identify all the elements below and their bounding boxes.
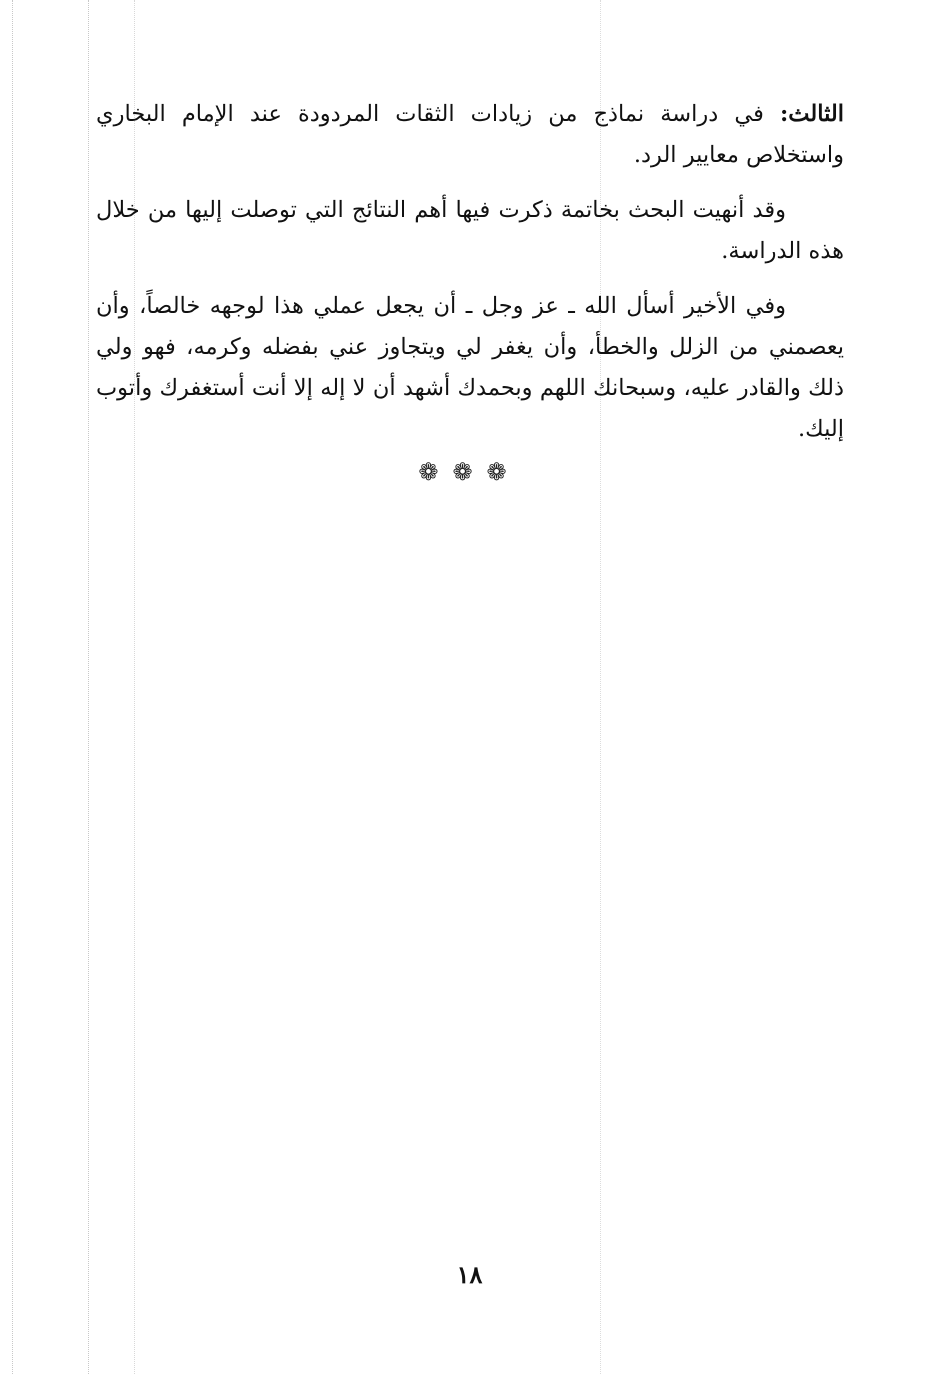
paragraph-conclusion	[96, 190, 844, 272]
paragraph-text: وقد أنهيت البحث بخاتمة ذكرت فيها أهم النتائج التي توصلت إليها من خلال هذه الدراسة.	[96, 197, 844, 264]
paragraph-lead-heading: الثالث:	[779, 101, 844, 127]
scan-artifact-line	[88, 0, 89, 1374]
scan-artifact-line	[12, 0, 13, 1374]
section-ornament-divider: ❁❁❁	[418, 458, 521, 486]
paragraph-text: في دراسة نماذج من زيادات الثقات المردودة عند الإمام البخاري واستخلاص معايير الرد.	[96, 101, 844, 168]
paragraph-text: وفي الأخير أسأل الله ـ عز وجل ـ أن يجعل عملي هذا لوجهه خالصاً، وأن يعصمني من الزلل والخطأ، وأن يغفر لي ويتجاوز عني بفضله وكرمه، فهو ولي ذلك والقادر عليه، وسبحانك اللهم وبحمدك أشهد أن لا إله إلا أنت أستغفرك وأتوب إليك.	[96, 293, 844, 442]
paragraph-third-chapter	[96, 94, 844, 176]
page-number: ١٨	[456, 1260, 483, 1289]
paragraph-closing-prayer	[96, 286, 844, 450]
